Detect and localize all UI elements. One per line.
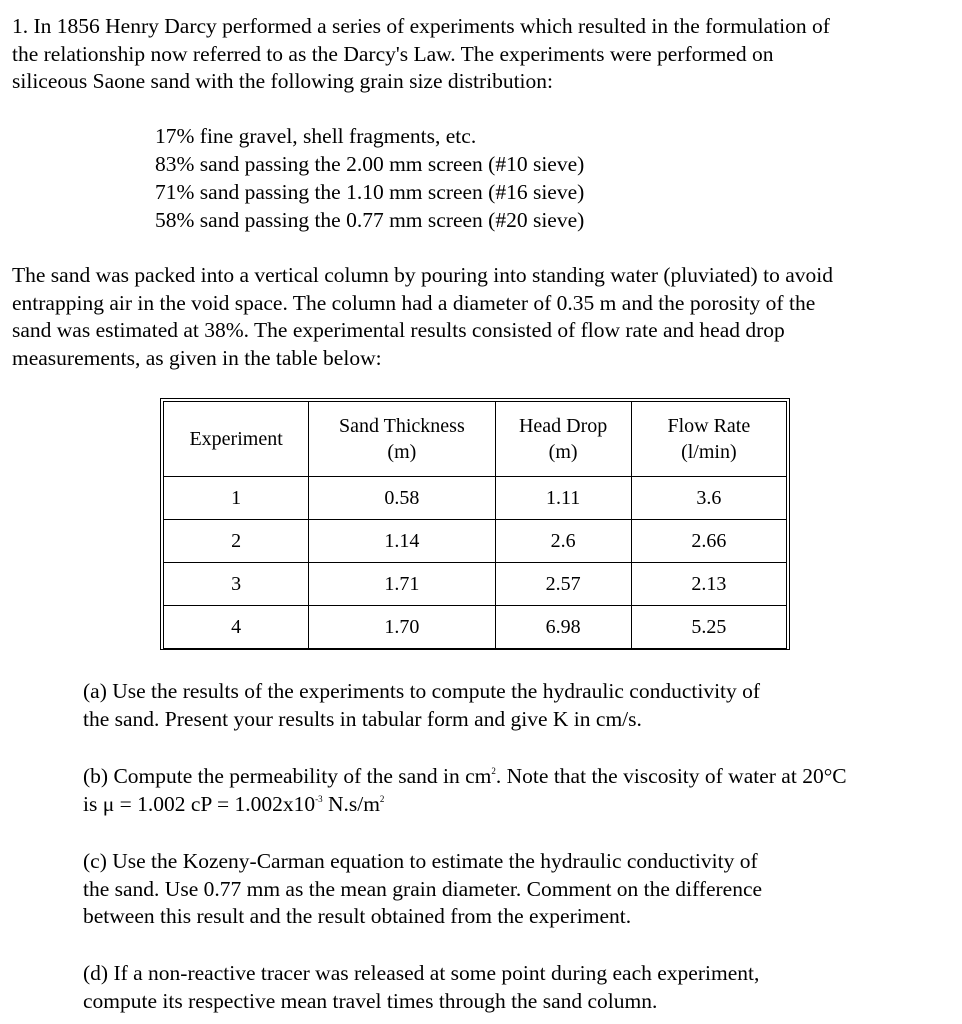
- question-line: (a) Use the results of the experiments to compute the hydraulic conductivity of: [83, 679, 761, 703]
- superscript: -3: [315, 793, 323, 804]
- question-line: is μ = 1.002 cP = $1.002x10^{-3}$ $N.s/m^2$: [83, 791, 385, 816]
- cell-experiment: 3: [164, 563, 309, 606]
- cell-sand-thickness: 1.70: [309, 606, 495, 649]
- setup-line: The sand was packed into a vertical column by pouring into standing water (pluviated) to avoid: [12, 263, 833, 287]
- intro-line: 1. In 1856 Henry Darcy performed a series of experiments which resulted in the formulation of: [12, 14, 830, 38]
- question-line: compute its respective mean travel times through the sand column.: [83, 988, 658, 1013]
- cell-head-drop: 1.11: [495, 477, 631, 520]
- grading-item: 71% sand passing the 1.10 mm screen (#16 sieve): [155, 180, 585, 204]
- results-table: [163, 401, 787, 649]
- cell-sand-thickness: 1.71: [309, 563, 495, 606]
- question-c: [83, 848, 953, 931]
- superscript: 2: [491, 766, 496, 776]
- cell-sand-thickness: 1.14: [309, 520, 495, 563]
- cell-sand-thickness: 0.58: [309, 477, 495, 520]
- superscript: 2: [379, 793, 385, 804]
- question-line: (c) Use the Kozeny-Carman equation to estimate the hydraulic conductivity of: [83, 849, 758, 873]
- table-row: [164, 563, 787, 606]
- cell-head-drop: 6.98: [495, 606, 631, 649]
- experiment-setup: [12, 262, 952, 372]
- header-head-drop: Head Drop (m): [495, 402, 631, 477]
- setup-line: measurements, as given in the table below:: [12, 345, 382, 370]
- cell-head-drop: 2.57: [495, 563, 631, 606]
- question-line: (d) If a non-reactive tracer was released at some point during each experiment,: [83, 961, 760, 985]
- question-line: (b) Compute the permeability of the sand in $cm^2$. Note that the viscosity of water at 20°C: [83, 764, 847, 788]
- problem-intro: [12, 13, 952, 96]
- question-a: [83, 678, 953, 733]
- cell-experiment: 4: [164, 606, 309, 649]
- table-row: [164, 606, 787, 649]
- grain-size-distribution: [155, 122, 584, 234]
- question-line: the sand. Use 0.77 mm as the mean grain diameter. Comment on the difference: [83, 876, 763, 901]
- cell-head-drop: 2.6: [495, 520, 631, 563]
- question-line: the sand. Present your results in tabular form and give K in cm/s.: [83, 706, 642, 731]
- results-table-frame: [160, 398, 790, 650]
- intro-line: the relationship now referred to as the Darcy's Law. The experiments were performed on: [12, 41, 774, 66]
- cell-flow-rate: 2.13: [631, 563, 786, 606]
- grading-item: 83% sand passing the 2.00 mm screen (#10 sieve): [155, 152, 585, 176]
- cell-flow-rate: 2.66: [631, 520, 786, 563]
- grading-item: 17% fine gravel, shell fragments, etc.: [155, 124, 477, 148]
- question-line: between this result and the result obtained from the experiment.: [83, 904, 632, 928]
- table-header-row: [164, 402, 787, 477]
- question-d: [83, 960, 953, 1015]
- setup-line: entrapping air in the void space. The column had a diameter of 0.35 m and the porosity of the: [12, 290, 816, 315]
- setup-line: sand was estimated at 38%. The experimental results consisted of flow rate and head drop: [12, 318, 785, 342]
- grading-item: 58% sand passing the 0.77 mm screen (#20 sieve): [155, 208, 585, 232]
- cell-experiment: 1: [164, 477, 309, 520]
- header-flow-rate: Flow Rate (l/min): [631, 402, 786, 477]
- header-sand-thickness: Sand Thickness (m): [309, 402, 495, 477]
- table-row: [164, 477, 787, 520]
- cell-experiment: 2: [164, 520, 309, 563]
- cell-flow-rate: 5.25: [631, 606, 786, 649]
- intro-line: siliceous Saone sand with the following grain size distribution:: [12, 69, 554, 93]
- header-experiment: Experiment: [164, 402, 309, 477]
- cell-flow-rate: 3.6: [631, 477, 786, 520]
- table-row: [164, 520, 787, 563]
- question-b: [83, 763, 953, 818]
